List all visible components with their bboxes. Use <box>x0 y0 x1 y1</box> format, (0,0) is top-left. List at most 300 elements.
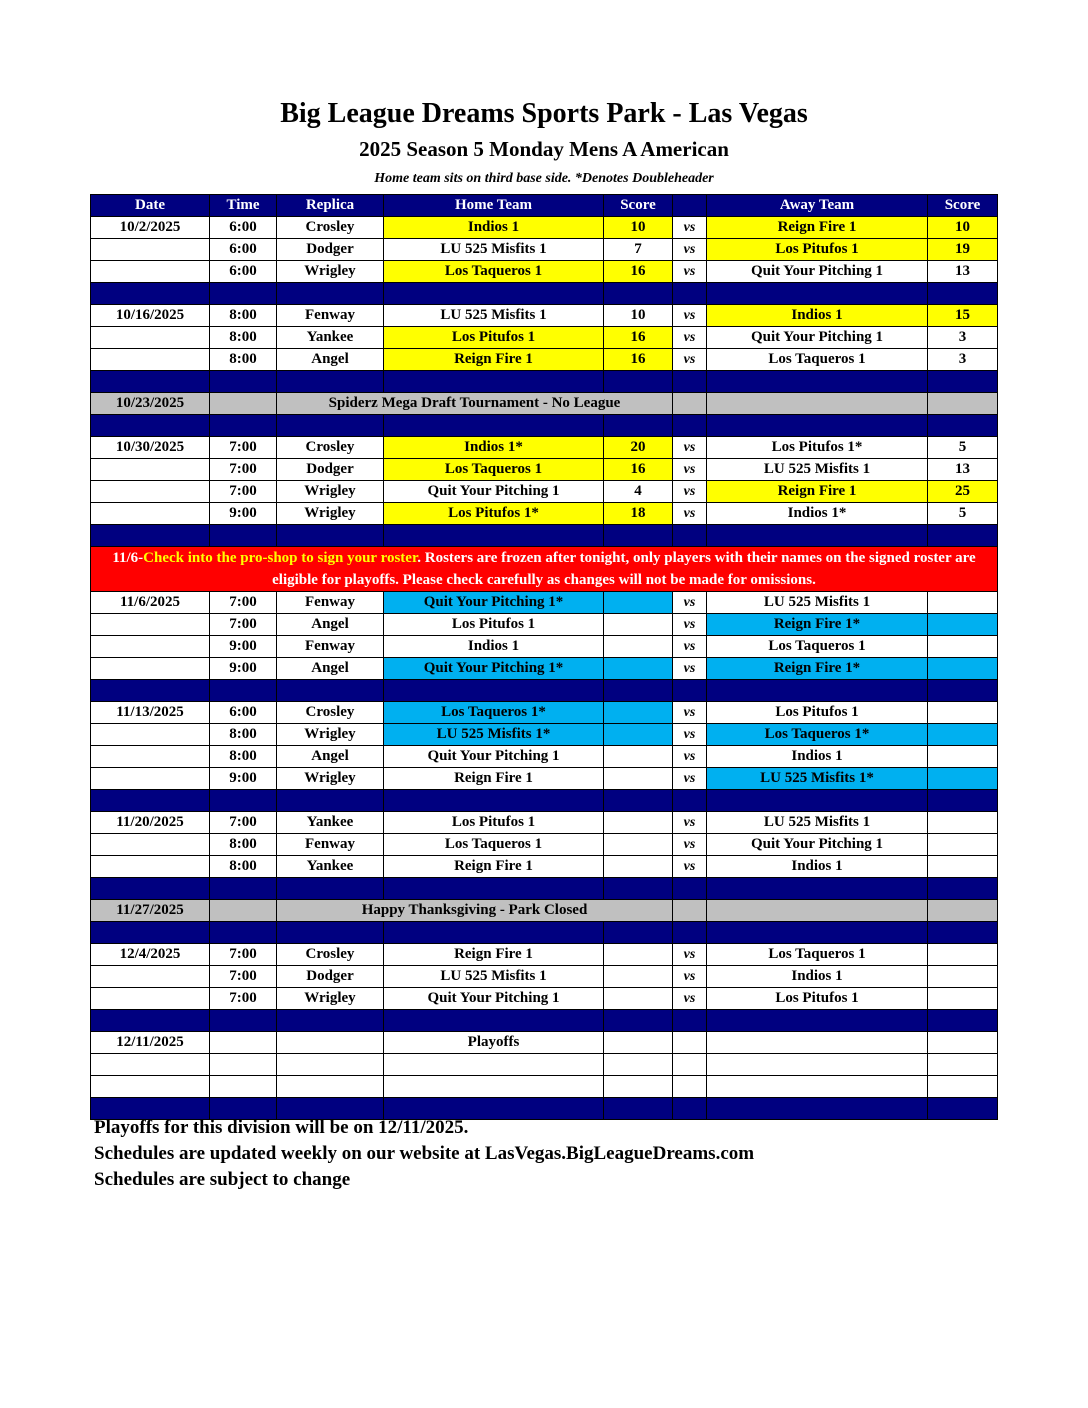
date-cell <box>91 481 210 503</box>
column-header: Date <box>91 195 210 217</box>
vs-label: vs <box>673 702 707 724</box>
empty-cell <box>928 1076 998 1098</box>
separator-cell <box>673 371 707 393</box>
date-cell <box>91 768 210 790</box>
vs-label: vs <box>673 812 707 834</box>
away-score-cell <box>928 988 998 1010</box>
vs-label: vs <box>673 856 707 878</box>
separator-cell <box>604 415 673 437</box>
home-team-cell: Reign Fire 1 <box>384 944 604 966</box>
home-team-cell: Indios 1 <box>384 636 604 658</box>
separator-cell <box>707 790 928 812</box>
field-cell: Fenway <box>277 636 384 658</box>
separator-cell <box>928 680 998 702</box>
away-team-cell: Reign Fire 1* <box>707 658 928 680</box>
home-score-cell <box>604 724 673 746</box>
separator-cell <box>210 525 277 547</box>
time-cell: 8:00 <box>210 724 277 746</box>
empty-cell <box>707 900 928 922</box>
away-team-cell: LU 525 Misfits 1 <box>707 812 928 834</box>
away-team-cell: Quit Your Pitching 1 <box>707 834 928 856</box>
separator-row <box>91 680 998 702</box>
time-cell: 9:00 <box>210 768 277 790</box>
separator-cell <box>384 1010 604 1032</box>
field-cell: Wrigley <box>277 503 384 525</box>
away-team-cell: Indios 1* <box>707 503 928 525</box>
separator-cell <box>210 371 277 393</box>
empty-row <box>91 1054 998 1076</box>
empty-cell <box>673 1076 707 1098</box>
date-cell <box>91 503 210 525</box>
away-score-cell <box>928 592 998 614</box>
away-team-cell: Los Pitufos 1 <box>707 702 928 724</box>
home-score-cell: 7 <box>604 239 673 261</box>
date-cell <box>91 459 210 481</box>
event-note: Spiderz Mega Draft Tournament - No League <box>277 393 673 415</box>
date-cell <box>91 636 210 658</box>
separator-cell <box>707 415 928 437</box>
field-cell: Yankee <box>277 327 384 349</box>
home-score-cell <box>604 614 673 636</box>
home-score-cell <box>604 636 673 658</box>
home-team-cell: Los Pitufos 1* <box>384 503 604 525</box>
vs-label: vs <box>673 503 707 525</box>
field-cell: Wrigley <box>277 261 384 283</box>
separator-cell <box>91 415 210 437</box>
away-score-cell: 5 <box>928 503 998 525</box>
away-team-cell: Indios 1 <box>707 856 928 878</box>
date-cell <box>91 966 210 988</box>
separator-cell <box>277 878 384 900</box>
separator-cell <box>91 525 210 547</box>
home-score-cell: 20 <box>604 437 673 459</box>
separator-cell <box>604 283 673 305</box>
time-cell: 7:00 <box>210 988 277 1010</box>
date-cell: 10/23/2025 <box>91 393 210 415</box>
separator-cell <box>277 283 384 305</box>
roster-notice-row <box>91 547 998 592</box>
game-row <box>91 856 998 878</box>
separator-cell <box>604 1098 673 1120</box>
field-cell: Fenway <box>277 834 384 856</box>
footer-change-note: Schedules are subject to change <box>94 1169 351 1190</box>
separator-cell <box>91 283 210 305</box>
separator-cell <box>707 1010 928 1032</box>
home-team-cell: Quit Your Pitching 1 <box>384 481 604 503</box>
away-score-cell <box>928 834 998 856</box>
separator-cell <box>604 1010 673 1032</box>
column-header: Home Team <box>384 195 604 217</box>
game-row <box>91 327 998 349</box>
time-cell: 7:00 <box>210 614 277 636</box>
page-title: Big League Dreams Sports Park - Las Vegas <box>280 98 808 129</box>
time-cell: 8:00 <box>210 349 277 371</box>
notice-highlight: Check into the pro-shop to sign your roster <box>143 550 418 566</box>
separator-cell <box>384 371 604 393</box>
date-cell: 10/16/2025 <box>91 305 210 327</box>
no-games-row <box>91 393 998 415</box>
separator-cell <box>604 525 673 547</box>
away-team-cell: Quit Your Pitching 1 <box>707 261 928 283</box>
date-cell: 11/27/2025 <box>91 900 210 922</box>
date-cell <box>91 988 210 1010</box>
field-cell: Wrigley <box>277 481 384 503</box>
separator-cell <box>928 415 998 437</box>
home-team-cell: Los Pitufos 1 <box>384 812 604 834</box>
game-row <box>91 614 998 636</box>
separator-cell <box>928 922 998 944</box>
column-header: Replica <box>277 195 384 217</box>
empty-cell <box>384 1076 604 1098</box>
separator-cell <box>928 371 998 393</box>
date-cell: 10/30/2025 <box>91 437 210 459</box>
field-cell: Fenway <box>277 592 384 614</box>
page-subtitle: 2025 Season 5 Monday Mens A American <box>359 137 729 161</box>
separator-cell <box>277 922 384 944</box>
empty-cell <box>707 1032 928 1054</box>
home-score-cell <box>604 834 673 856</box>
column-header: Score <box>928 195 998 217</box>
home-score-cell: 10 <box>604 305 673 327</box>
separator-cell <box>707 680 928 702</box>
home-score-cell <box>604 988 673 1010</box>
separator-cell <box>91 1010 210 1032</box>
empty-cell <box>673 1032 707 1054</box>
separator-cell <box>928 790 998 812</box>
field-cell: Fenway <box>277 305 384 327</box>
away-team-cell: Los Pitufos 1* <box>707 437 928 459</box>
time-cell: 8:00 <box>210 305 277 327</box>
field-cell: Wrigley <box>277 724 384 746</box>
separator-cell <box>673 1010 707 1032</box>
away-team-cell: LU 525 Misfits 1 <box>707 592 928 614</box>
playoff-row <box>91 1032 998 1054</box>
away-team-cell: Los Taqueros 1* <box>707 724 928 746</box>
home-team-cell: Los Taqueros 1 <box>384 261 604 283</box>
separator-cell <box>210 922 277 944</box>
date-cell <box>91 658 210 680</box>
away-team-cell: LU 525 Misfits 1 <box>707 459 928 481</box>
date-cell <box>91 327 210 349</box>
away-score-cell <box>928 746 998 768</box>
home-team-cell: Reign Fire 1 <box>384 349 604 371</box>
separator-cell <box>210 415 277 437</box>
separator-cell <box>277 415 384 437</box>
separator-cell <box>928 525 998 547</box>
empty-cell <box>673 1054 707 1076</box>
empty-cell <box>707 393 928 415</box>
separator-cell <box>384 415 604 437</box>
vs-label: vs <box>673 724 707 746</box>
empty-cell <box>673 393 707 415</box>
away-team-cell: Reign Fire 1 <box>707 217 928 239</box>
home-score-cell: 4 <box>604 481 673 503</box>
game-row <box>91 217 998 239</box>
game-row <box>91 702 998 724</box>
home-score-cell <box>604 658 673 680</box>
field-cell: Angel <box>277 746 384 768</box>
date-cell <box>91 239 210 261</box>
empty-cell <box>673 900 707 922</box>
away-team-cell: Indios 1 <box>707 305 928 327</box>
empty-cell <box>277 1076 384 1098</box>
separator-cell <box>604 922 673 944</box>
column-header: Away Team <box>707 195 928 217</box>
away-score-cell: 13 <box>928 261 998 283</box>
empty-cell <box>604 1076 673 1098</box>
away-score-cell <box>928 614 998 636</box>
field-cell: Yankee <box>277 812 384 834</box>
home-team-cell: Quit Your Pitching 1 <box>384 746 604 768</box>
empty-cell <box>928 1054 998 1076</box>
vs-label: vs <box>673 261 707 283</box>
field-cell: Wrigley <box>277 768 384 790</box>
field-cell: Dodger <box>277 459 384 481</box>
field-cell: Crosley <box>277 437 384 459</box>
home-score-cell: 18 <box>604 503 673 525</box>
separator-cell <box>928 283 998 305</box>
date-cell: 10/2/2025 <box>91 217 210 239</box>
time-cell: 8:00 <box>210 834 277 856</box>
separator-row <box>91 878 998 900</box>
away-score-cell <box>928 658 998 680</box>
game-row <box>91 459 998 481</box>
away-team-cell: Los Pitufos 1 <box>707 239 928 261</box>
date-cell <box>91 724 210 746</box>
game-row <box>91 349 998 371</box>
away-score-cell <box>928 812 998 834</box>
roster-notice <box>91 547 998 592</box>
vs-label: vs <box>673 217 707 239</box>
home-score-cell <box>604 944 673 966</box>
separator-cell <box>91 371 210 393</box>
game-row <box>91 746 998 768</box>
field-cell: Crosley <box>277 217 384 239</box>
time-cell: 8:00 <box>210 327 277 349</box>
notice-text: . Rosters are frozen after tonight, only players with their names on the signed roster are eligible for playoffs. Please check carefully as changes will not be made for omissions. <box>272 550 976 588</box>
empty-cell <box>91 1054 210 1076</box>
vs-label: vs <box>673 459 707 481</box>
game-row <box>91 503 998 525</box>
separator-cell <box>707 878 928 900</box>
date-cell: 11/13/2025 <box>91 702 210 724</box>
home-team-cell: Indios 1 <box>384 217 604 239</box>
away-score-cell <box>928 702 998 724</box>
home-score-cell: 16 <box>604 459 673 481</box>
vs-label: vs <box>673 746 707 768</box>
separator-cell <box>604 680 673 702</box>
away-team-cell: Reign Fire 1* <box>707 614 928 636</box>
column-header <box>673 195 707 217</box>
field-cell: Dodger <box>277 239 384 261</box>
separator-cell <box>277 790 384 812</box>
separator-cell <box>707 1098 928 1120</box>
separator-cell <box>384 878 604 900</box>
vs-label: vs <box>673 437 707 459</box>
separator-cell <box>91 878 210 900</box>
away-team-cell: Los Taqueros 1 <box>707 636 928 658</box>
vs-label: vs <box>673 305 707 327</box>
home-team-cell: Reign Fire 1 <box>384 856 604 878</box>
home-team-cell: Quit Your Pitching 1* <box>384 658 604 680</box>
home-team-cell: Los Taqueros 1* <box>384 702 604 724</box>
separator-cell <box>91 922 210 944</box>
separator-row <box>91 790 998 812</box>
empty-cell <box>91 1076 210 1098</box>
time-cell: 7:00 <box>210 437 277 459</box>
home-team-cell: Los Pitufos 1 <box>384 327 604 349</box>
separator-row <box>91 371 998 393</box>
away-score-cell <box>928 768 998 790</box>
date-cell: 12/4/2025 <box>91 944 210 966</box>
away-score-cell <box>928 944 998 966</box>
date-cell <box>91 746 210 768</box>
separator-cell <box>91 680 210 702</box>
empty-cell <box>210 393 277 415</box>
game-row <box>91 724 998 746</box>
empty-cell <box>210 1076 277 1098</box>
separator-cell <box>673 1098 707 1120</box>
home-team-cell: LU 525 Misfits 1 <box>384 305 604 327</box>
separator-cell <box>707 525 928 547</box>
vs-label: vs <box>673 239 707 261</box>
home-score-cell <box>604 966 673 988</box>
home-score-cell <box>604 702 673 724</box>
separator-cell <box>673 790 707 812</box>
field-cell: Angel <box>277 349 384 371</box>
away-team-cell: Los Taqueros 1 <box>707 944 928 966</box>
separator-cell <box>277 525 384 547</box>
column-header: Score <box>604 195 673 217</box>
home-score-cell <box>604 746 673 768</box>
separator-row <box>91 283 998 305</box>
separator-cell <box>928 878 998 900</box>
date-cell: 11/6/2025 <box>91 592 210 614</box>
separator-row <box>91 415 998 437</box>
away-team-cell: LU 525 Misfits 1* <box>707 768 928 790</box>
game-row <box>91 658 998 680</box>
empty-cell <box>277 1032 384 1054</box>
vs-label: vs <box>673 636 707 658</box>
home-team-cell: Los Taqueros 1 <box>384 834 604 856</box>
home-team-cell: Los Pitufos 1 <box>384 614 604 636</box>
away-score-cell: 3 <box>928 327 998 349</box>
home-team-cell: LU 525 Misfits 1 <box>384 966 604 988</box>
game-row <box>91 261 998 283</box>
away-team-cell: Indios 1 <box>707 746 928 768</box>
home-team-cell: Quit Your Pitching 1 <box>384 988 604 1010</box>
empty-cell <box>707 1054 928 1076</box>
game-row <box>91 305 998 327</box>
footer-website-note: Schedules are updated weekly on our website at LasVegas.BigLeagueDreams.com <box>94 1143 755 1164</box>
field-cell: Angel <box>277 614 384 636</box>
empty-cell <box>928 900 998 922</box>
empty-cell <box>384 1054 604 1076</box>
separator-cell <box>210 790 277 812</box>
away-team-cell: Reign Fire 1 <box>707 481 928 503</box>
separator-cell <box>707 371 928 393</box>
time-cell: 7:00 <box>210 812 277 834</box>
away-team-cell: Los Pitufos 1 <box>707 988 928 1010</box>
separator-cell <box>384 680 604 702</box>
date-cell <box>91 614 210 636</box>
time-cell: 6:00 <box>210 702 277 724</box>
home-team-cell: Los Taqueros 1 <box>384 459 604 481</box>
time-cell: 7:00 <box>210 459 277 481</box>
home-score-cell <box>604 856 673 878</box>
away-score-cell: 25 <box>928 481 998 503</box>
home-score-cell: 16 <box>604 327 673 349</box>
away-score-cell: 5 <box>928 437 998 459</box>
home-score-cell <box>604 592 673 614</box>
home-team-cell: Indios 1* <box>384 437 604 459</box>
time-cell: 7:00 <box>210 481 277 503</box>
away-score-cell: 19 <box>928 239 998 261</box>
field-cell: Dodger <box>277 966 384 988</box>
time-cell: 9:00 <box>210 503 277 525</box>
separator-row <box>91 922 998 944</box>
empty-cell <box>928 393 998 415</box>
home-score-cell: 16 <box>604 261 673 283</box>
separator-cell <box>384 283 604 305</box>
home-team-cell: Quit Your Pitching 1* <box>384 592 604 614</box>
vs-label: vs <box>673 327 707 349</box>
field-cell: Crosley <box>277 944 384 966</box>
playoffs-label: Playoffs <box>384 1032 604 1054</box>
home-score-cell <box>604 768 673 790</box>
field-cell: Crosley <box>277 702 384 724</box>
home-team-cell: LU 525 Misfits 1* <box>384 724 604 746</box>
game-row <box>91 966 998 988</box>
notice-prefix: 11/6- <box>112 550 144 566</box>
empty-cell <box>277 1054 384 1076</box>
field-cell: Wrigley <box>277 988 384 1010</box>
game-row <box>91 636 998 658</box>
vs-label: vs <box>673 944 707 966</box>
away-team-cell: Quit Your Pitching 1 <box>707 327 928 349</box>
event-note: Happy Thanksgiving - Park Closed <box>277 900 673 922</box>
time-cell: 9:00 <box>210 658 277 680</box>
game-row <box>91 768 998 790</box>
date-cell: 11/20/2025 <box>91 812 210 834</box>
separator-cell <box>604 790 673 812</box>
separator-cell <box>673 680 707 702</box>
footer-playoffs-note: Playoffs for this division will be on 12/11/2025. <box>94 1117 469 1138</box>
home-score-cell: 16 <box>604 349 673 371</box>
home-team-cell: Reign Fire 1 <box>384 768 604 790</box>
separator-cell <box>707 922 928 944</box>
separator-cell <box>928 1010 998 1032</box>
time-cell: 7:00 <box>210 966 277 988</box>
time-cell: 9:00 <box>210 636 277 658</box>
empty-cell <box>210 1054 277 1076</box>
separator-cell <box>277 1010 384 1032</box>
game-row <box>91 988 998 1010</box>
vs-label: vs <box>673 768 707 790</box>
away-score-cell <box>928 966 998 988</box>
separator-cell <box>210 1010 277 1032</box>
separator-cell <box>210 680 277 702</box>
empty-cell <box>928 1032 998 1054</box>
game-row <box>91 437 998 459</box>
vs-label: vs <box>673 481 707 503</box>
time-cell: 8:00 <box>210 746 277 768</box>
home-team-cell: LU 525 Misfits 1 <box>384 239 604 261</box>
header-row <box>91 195 998 217</box>
separator-cell <box>673 283 707 305</box>
separator-cell <box>91 790 210 812</box>
home-score-cell <box>604 812 673 834</box>
